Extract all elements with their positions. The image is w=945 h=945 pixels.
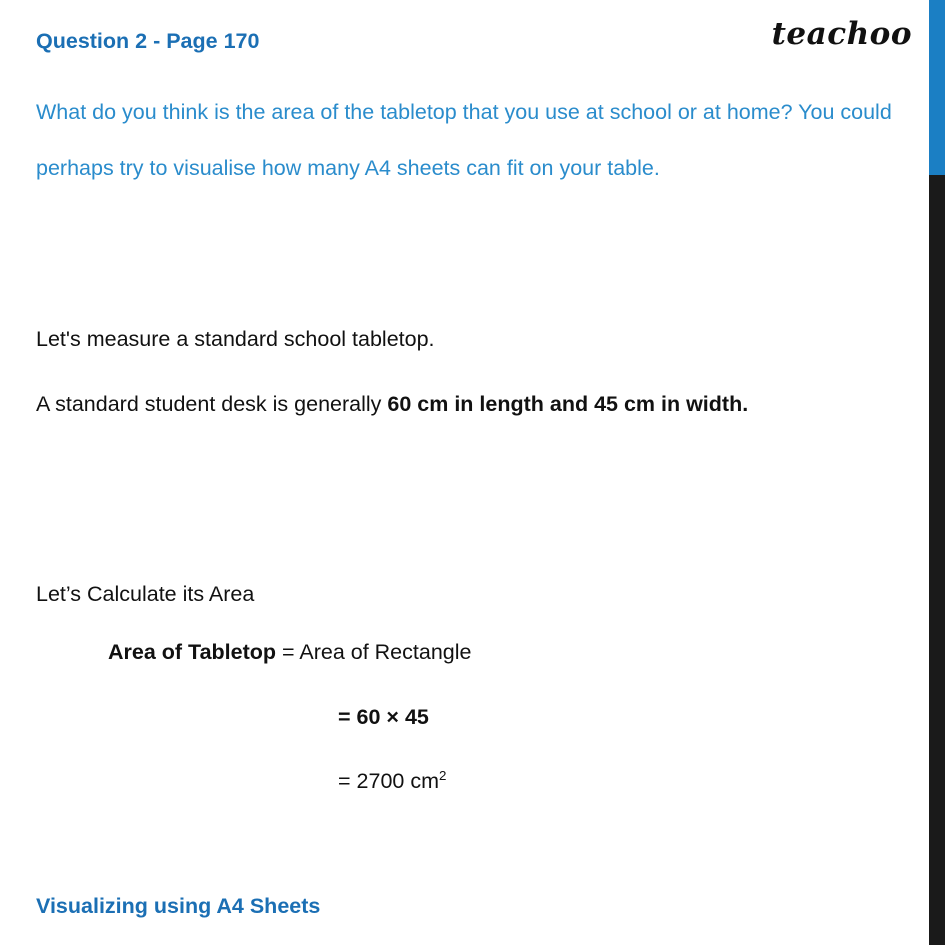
- question-body: What do you think is the area of the tabletop that you use at school or at home? You could perhaps try to visualise how many A4 sheets can fit on your table.: [36, 100, 892, 180]
- equation-line-3: [338, 761, 446, 801]
- desk-dimensions-bold: 60 cm in length and 45 cm in width.: [387, 392, 749, 416]
- right-edge-dark-bar: [929, 175, 945, 945]
- calculate-intro: Let’s Calculate its Area: [36, 582, 255, 606]
- right-edge-blue-bar: [929, 0, 945, 175]
- teachoo-logo: teachoo: [771, 16, 912, 52]
- equation-line-3-main: = 2700 cm: [338, 769, 439, 793]
- equation-line-1-rest: = Area of Rectangle: [276, 640, 472, 664]
- area-of-tabletop-label: Area of Tabletop: [108, 640, 277, 664]
- equation-line-1: [108, 632, 471, 672]
- desk-dimensions-line: [36, 376, 914, 432]
- document-content: [36, 0, 914, 945]
- equation-line-2: = 60 × 45: [338, 705, 429, 729]
- equation-line-3-exponent: 2: [439, 767, 447, 783]
- desk-prefix-text: A standard student desk is generally: [36, 392, 388, 416]
- measure-line: Let's measure a standard school tabletop.: [36, 327, 435, 351]
- question-title: Question 2 - Page 170: [36, 29, 260, 53]
- section-heading-a4-sheets: Visualizing using A4 Sheets: [36, 894, 321, 918]
